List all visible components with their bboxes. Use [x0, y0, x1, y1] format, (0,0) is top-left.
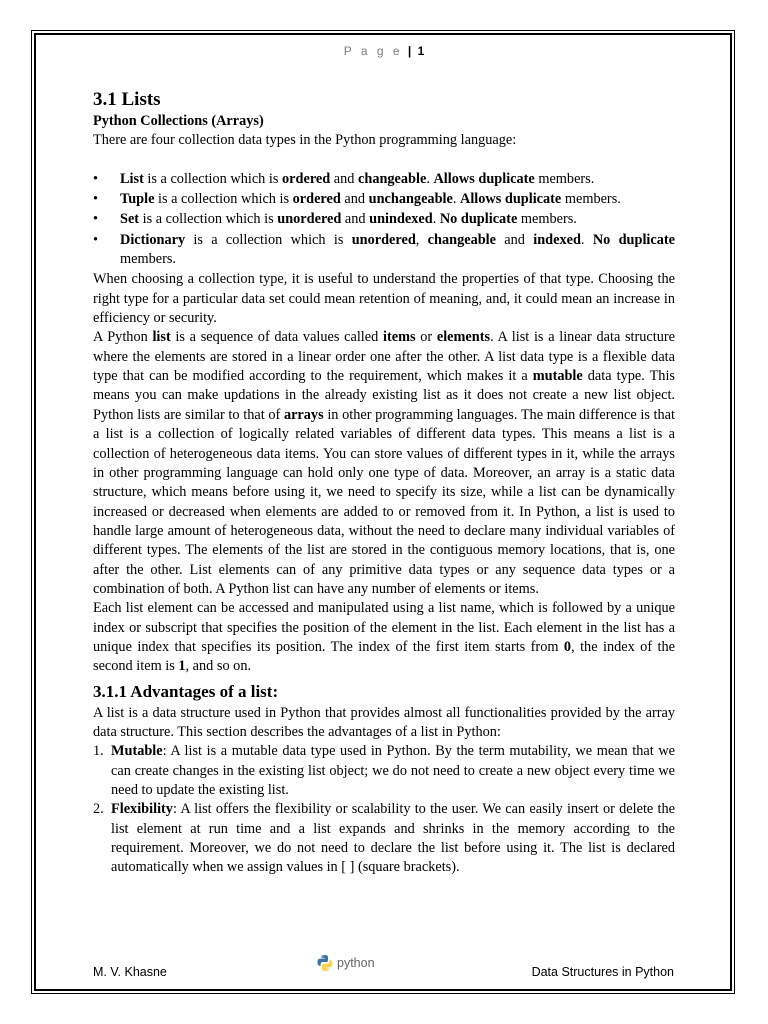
page-number: 1: [417, 44, 425, 58]
footer-title: Data Structures in Python: [531, 965, 674, 979]
page-content: [93, 88, 675, 878]
python-logo: [316, 953, 375, 973]
footer-author: M. V. Khasne: [93, 965, 167, 979]
python-logo-icon: [316, 954, 334, 972]
advantages-intro: A list is a data structure used in Python that provides almost all functionalities provided by the array data structure. This section describes the advantages of a list in Python:: [93, 704, 675, 740]
section-subtitle: Python Collections (Arrays): [93, 113, 264, 129]
list-item-dictionary: • Dictionary is a collection which is unordered, changeable and indexed. No duplicate members.: [93, 231, 675, 268]
bullet-icon: •: [93, 211, 99, 228]
section-title: 3.1 Lists: [93, 89, 161, 110]
bullet-icon: •: [93, 231, 99, 248]
paragraph-choosing: When choosing a collection type, it is useful to understand the properties of that type. Choosing the right type for a particular data set could mean retention of meaning, and, it could mean an increase in efficiency or security.: [93, 271, 675, 327]
advantages-heading: 3.1.1 Advantages of a list:: [93, 681, 279, 701]
list-item-list: • List is a collection which is ordered and changeable. Allows duplicate members.: [93, 170, 675, 189]
advantages-list: [93, 742, 675, 877]
paragraph-list-definition: A Python list is a sequence of data values called items or elements. A list is a linear data structure where the elements are stored in a linear order one after the other. A list data type is a flexible data type that can be modified according to the requirement, which makes it a mutable data type. This means you can make updations in the already existing list as it does not create a new list object. Python lists are similar to that of arrays in other programming languages. The main difference is that a list is a collection of logically related variables of different data types. This means a list is a collection of heterogeneous data items. You can store values of different types in it, while the arrays in other programming language can hold only one type of data. Moreover, an array is a static data structure, which means before using it, we need to specify its size, while a list can be dynamically increased or decreased when elements are added to or removed from it. In Python, a list is used to handle large amount of heterogeneous data, without the need to declare many individual variables of different types. The elements of the list are stored in the contiguous memory locations, that is, one after the other. List elements can of any primitive data types or any sequence data types or a combination of both. A Python list can have any number of elements or items.: [93, 329, 676, 597]
advantage-item-flexibility: 2. Flexibility: A list offers the flexibility or scalability to the user. We can easily insert or delete the list element at run time and a list expands and shrinks in the memory according to the requirement. Moreover, we do not need to declare the list before using it. The list is declared automatically when we assign values in [ ] (square brackets).: [93, 801, 675, 876]
advantage-item-mutable: 1. Mutable: A list is a mutable data type used in Python. By the term mutability, we mean that we can create changes in the existing list object; we do not need to create a new object every time we need to update the existing list.: [93, 743, 675, 798]
page-separator: |: [407, 44, 412, 58]
bullet-icon: •: [93, 191, 99, 208]
paragraph-list-index: Each list element can be accessed and manipulated using a list name, which is followed by a unique index or subscript that specifies the position of the element in the list. Each element in the list has a unique index that specifies its position. The index of the first item starts from 0, the index of the second item is 1, and so on.: [93, 600, 675, 675]
page-header: [0, 44, 768, 58]
page-label: P a g e: [343, 44, 403, 58]
collection-types-list: [93, 170, 675, 270]
list-item-set: • Set is a collection which is unordered and unindexed. No duplicate members.: [93, 210, 675, 229]
list-item-tuple: • Tuple is a collection which is ordered and unchangeable. Allows duplicate members.: [93, 190, 675, 209]
section-intro: There are four collection data types in the Python programming language:: [93, 132, 517, 149]
bullet-icon: •: [93, 170, 99, 187]
python-logo-text: python: [337, 956, 375, 970]
